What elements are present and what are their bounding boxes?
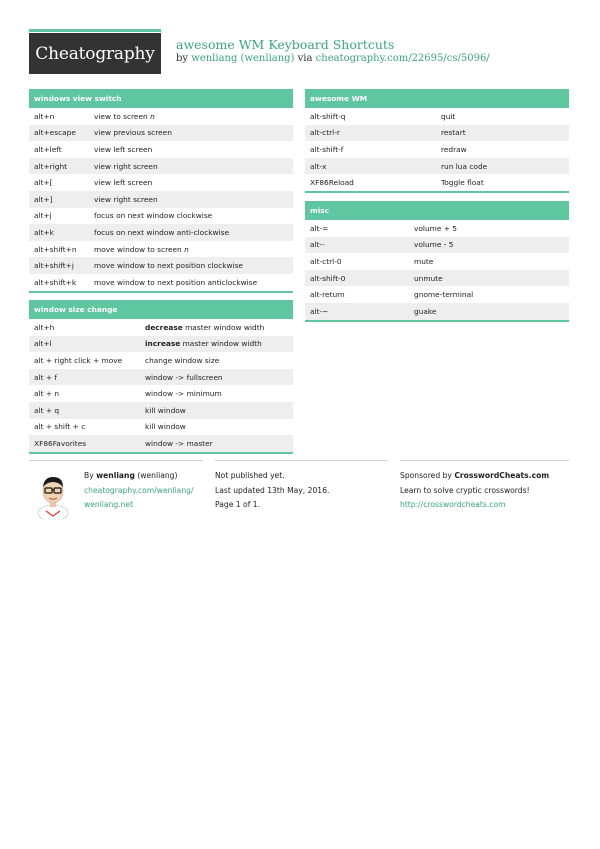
shortcut-row <box>29 191 293 208</box>
shortcut-action <box>414 307 436 316</box>
shortcut-row <box>305 141 569 158</box>
shortcut-row <box>29 369 293 386</box>
action-text: change window size <box>145 355 220 365</box>
shortcut-table <box>29 319 293 454</box>
action-text: window -> fullscreen <box>145 372 223 382</box>
author-site-link[interactable]: wenliang.net <box>84 500 134 509</box>
sponsor-name: CrosswordCheats.com <box>454 471 550 480</box>
author-avatar-icon <box>34 469 72 519</box>
action-text: view previous screen <box>94 128 172 138</box>
author-link[interactable]: wenliang (wenliang) <box>191 53 295 64</box>
shortcut-key: alt+h <box>34 322 55 332</box>
shortcut-row <box>305 108 569 125</box>
shortcut-row <box>305 253 569 270</box>
action-text: restart <box>441 128 466 138</box>
shortcut-row <box>29 224 293 241</box>
action-emphasis: decrease <box>145 322 183 332</box>
shortcut-key: alt-ctrl-0 <box>310 256 342 266</box>
shortcut-action <box>145 439 213 448</box>
action-text: mute <box>414 256 434 266</box>
action-text: run lua code <box>441 161 488 171</box>
action-text: kill window <box>145 405 186 415</box>
shortcut-action <box>414 257 433 266</box>
action-text: unmute <box>414 273 443 283</box>
shortcut-row <box>29 108 293 125</box>
section-title: windows view switch <box>29 89 293 108</box>
shortcut-action <box>94 261 243 270</box>
shortcut-row <box>29 274 293 291</box>
shortcut-row <box>29 125 293 142</box>
author-profile-link[interactable]: cheatography.com/wenliang/ <box>84 485 194 495</box>
shortcut-key: alt-- <box>310 240 325 250</box>
action-text: master window width <box>182 339 262 349</box>
action-text: volume - 5 <box>414 240 454 250</box>
action-text: volume + 5 <box>414 223 457 233</box>
shortcut-key: alt-x <box>310 161 327 171</box>
shortcut-action <box>145 356 219 365</box>
shortcut-row <box>29 141 293 158</box>
page-title: awesome WM Keyboard Shortcuts <box>176 37 395 52</box>
action-text: view left screen <box>94 144 153 154</box>
byline-by: by <box>176 53 189 64</box>
shortcut-row <box>29 241 293 258</box>
byline <box>176 53 490 64</box>
shortcut-key: XF86Favorites <box>34 438 87 448</box>
shortcut-row <box>29 336 293 353</box>
shortcut-row <box>305 237 569 254</box>
shortcut-action <box>414 290 473 299</box>
action-text: focus on next window clockwise <box>94 211 213 221</box>
author-username: (wenliang) <box>137 471 178 480</box>
section-title: window size change <box>29 300 293 319</box>
shortcut-key: alt-~ <box>310 306 329 316</box>
section-title: misc <box>305 201 569 220</box>
shortcut-row <box>29 402 293 419</box>
shortcut-row <box>305 220 569 237</box>
shortcut-key: alt-ctrl-r <box>310 128 340 138</box>
action-text: move window to screen <box>94 244 182 254</box>
shortcut-key: alt + q <box>34 405 60 415</box>
footer-sponsor <box>400 460 569 513</box>
sponsor-label: Sponsored by <box>400 471 452 480</box>
shortcut-row <box>29 419 293 436</box>
shortcut-action <box>414 240 453 249</box>
shortcut-action <box>145 389 222 398</box>
shortcut-key: alt-shift-q <box>310 111 346 121</box>
shortcut-action <box>145 339 262 348</box>
sponsor-line <box>400 469 569 484</box>
shortcut-action <box>94 278 257 287</box>
shortcut-action <box>441 128 466 137</box>
shortcut-action <box>94 195 158 204</box>
section-window-size-change <box>29 300 293 454</box>
shortcut-key: alt+left <box>34 144 62 154</box>
page-number: Page 1 of 1. <box>215 500 261 509</box>
shortcut-table <box>29 108 293 293</box>
author-name: wenliang <box>96 471 135 480</box>
shortcut-key: alt+n <box>34 111 55 121</box>
shortcut-key: alt+shift+k <box>34 277 77 287</box>
shortcut-key: alt + f <box>34 372 57 382</box>
section-awesome-wm <box>305 89 569 193</box>
by-label: By <box>84 471 94 480</box>
shortcut-key: alt+right <box>34 161 68 171</box>
section-misc <box>305 201 569 322</box>
shortcut-row <box>29 385 293 402</box>
action-text: kill window <box>145 422 186 432</box>
shortcut-action <box>94 178 152 187</box>
action-text: quit <box>441 111 456 121</box>
action-text: window -> minimum <box>145 389 222 399</box>
shortcut-key: alt-shift-f <box>310 144 344 154</box>
shortcut-row <box>29 174 293 191</box>
action-text: window -> master <box>145 438 213 448</box>
shortcut-key: alt + right click + move <box>34 355 123 365</box>
cheatsheet-url-link[interactable]: cheatography.com/22695/cs/5096/ <box>315 53 490 64</box>
action-variable: n <box>184 244 189 254</box>
action-text: focus on next window anti-clockwise <box>94 227 230 237</box>
footer-author-line <box>84 469 194 484</box>
byline-via: via <box>297 53 313 64</box>
shortcut-row <box>305 158 569 175</box>
shortcut-key: alt+shift+n <box>34 244 77 254</box>
shortcut-action <box>441 178 484 187</box>
shortcut-action <box>414 274 443 283</box>
section-windows-view-switch <box>29 89 293 293</box>
shortcut-row <box>305 174 569 191</box>
shortcut-row <box>29 435 293 452</box>
shortcut-action <box>94 228 229 237</box>
action-text: view right screen <box>94 161 158 171</box>
shortcut-row <box>305 303 569 320</box>
shortcut-key: alt+shift+j <box>34 261 74 271</box>
action-text: redraw <box>441 144 467 154</box>
shortcut-action <box>94 211 212 220</box>
action-emphasis: increase <box>145 339 181 349</box>
shortcut-row <box>29 257 293 274</box>
shortcut-row <box>305 125 569 142</box>
shortcut-key: alt+escape <box>34 128 76 138</box>
footer-author <box>29 460 203 509</box>
shortcut-key: alt-= <box>310 223 329 233</box>
shortcut-row <box>29 319 293 336</box>
shortcut-key: alt-shift-0 <box>310 273 346 283</box>
action-text: Toggle float <box>441 178 484 188</box>
shortcut-table <box>305 220 569 322</box>
action-variable: n <box>150 111 155 121</box>
shortcut-action <box>441 112 455 121</box>
logo-accent-bar <box>29 29 161 32</box>
shortcut-action <box>145 406 186 415</box>
shortcut-row <box>29 158 293 175</box>
action-text: view left screen <box>94 178 153 188</box>
action-text: guake <box>414 306 437 316</box>
shortcut-key: alt+l <box>34 339 52 349</box>
shortcut-key: alt+[ <box>34 178 53 188</box>
shortcut-key: alt+] <box>34 194 53 204</box>
action-text: master window width <box>185 322 265 332</box>
action-text: gnome-terminal <box>414 290 474 300</box>
shortcut-action <box>414 224 457 233</box>
footer <box>29 460 569 520</box>
shortcut-row <box>305 270 569 287</box>
shortcut-key: alt + n <box>34 389 60 399</box>
shortcut-row <box>305 286 569 303</box>
section-title: awesome WM <box>305 89 569 108</box>
shortcut-action <box>94 162 158 171</box>
last-updated: Last updated 13th May, 2016. <box>215 485 330 495</box>
shortcut-key: alt+j <box>34 211 52 221</box>
shortcut-action <box>145 422 186 431</box>
sponsor-tagline: Learn to solve cryptic crosswords! <box>400 485 530 495</box>
shortcut-action <box>145 373 223 382</box>
action-text: view to screen <box>94 111 148 121</box>
action-text: view right screen <box>94 194 158 204</box>
cheatography-logo[interactable]: Cheatography <box>29 33 161 74</box>
shortcut-action <box>94 245 189 254</box>
shortcut-key: alt-return <box>310 290 345 300</box>
shortcut-row <box>29 208 293 225</box>
action-text: move window to next position clockwise <box>94 261 243 271</box>
shortcut-key: XF86Reload <box>310 178 354 188</box>
shortcut-action <box>94 128 172 137</box>
shortcut-key: alt + shift + c <box>34 422 86 432</box>
action-text: move window to next position anticlockwise <box>94 277 258 287</box>
published-status: Not published yet. <box>215 471 285 480</box>
shortcut-row <box>29 352 293 369</box>
shortcut-action <box>94 112 155 121</box>
shortcut-table <box>305 108 569 193</box>
shortcut-action <box>94 145 152 154</box>
shortcut-action <box>441 162 487 171</box>
shortcut-action <box>145 323 264 332</box>
shortcut-key: alt+k <box>34 227 54 237</box>
shortcut-action <box>441 145 467 154</box>
sponsor-link[interactable]: http://crosswordcheats.com <box>400 500 506 509</box>
footer-publish-info <box>215 460 388 513</box>
